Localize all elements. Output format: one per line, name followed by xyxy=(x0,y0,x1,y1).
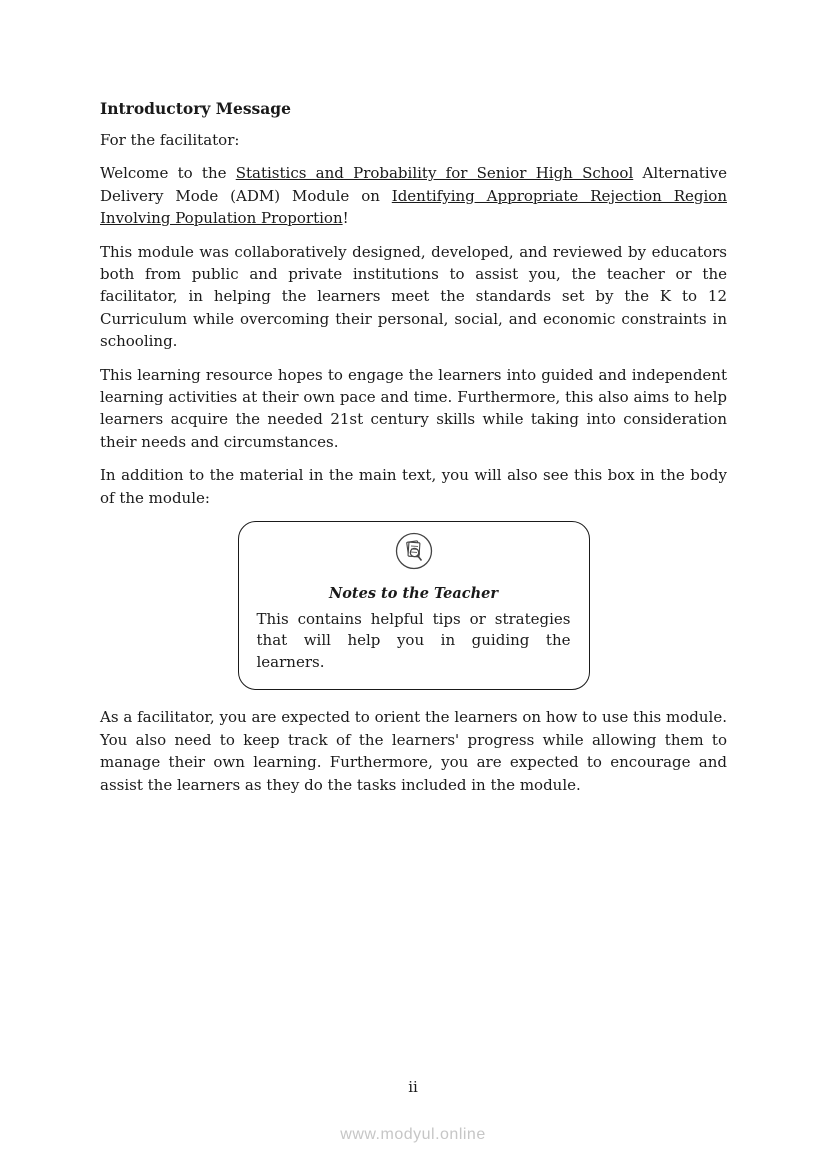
notes-box-title: Notes to the Teacher xyxy=(329,584,498,602)
module-series-title: Statistics and Probability for Senior High School xyxy=(235,164,634,183)
welcome-paragraph xyxy=(100,162,727,229)
notes-icon-container xyxy=(257,532,571,576)
page-content xyxy=(100,98,727,807)
module-description-paragraph: This module was collaboratively designed, developed, and reviewed by educators both from public and private institutions to assist you, the teacher or the facilitator, in helping the learners meet the standards set by the K to 12 Curriculum while overcoming their personal, social, and economic constraints in schooling. xyxy=(100,242,727,351)
notes-box-body: This contains helpful tips or strategies that will help you in guiding the learners. xyxy=(256,609,571,671)
notes-magnifier-icon xyxy=(395,532,433,576)
welcome-pre: Welcome to the xyxy=(100,164,236,183)
learning-resource-paragraph: This learning resource hopes to engage the learners into guided and independent learning activities at their own pace and time. Furthermore, this also aims to help learners acquire the needed 21st century skills while taking into consideration their needs and circumstances. xyxy=(100,365,727,451)
page-number: ii xyxy=(408,1078,418,1096)
facilitator-paragraph: As a facilitator, you are expected to orient the learners on how to use this module. You also need to keep track of the learners' progress while allowing them to manage their own learning. Furthermore, you are expected to encourage and assist the learners as they do the tasks included in the module. xyxy=(100,708,727,794)
page-title: Introductory Message xyxy=(100,99,292,118)
watermark-text: www.modyul.online xyxy=(340,1126,486,1143)
salutation-text: For the facilitator: xyxy=(100,131,240,149)
notes-to-teacher-box xyxy=(238,521,590,690)
module-topic-title: Identifying Appropriate Rejection Region Involving Population Proportion xyxy=(100,186,727,228)
box-intro-paragraph: In addition to the material in the main text, you will also see this box in the body of the module: xyxy=(100,466,727,507)
welcome-mid: Alternative Delivery Mode (ADM) Module on xyxy=(100,164,727,205)
welcome-post: ! xyxy=(342,209,349,228)
